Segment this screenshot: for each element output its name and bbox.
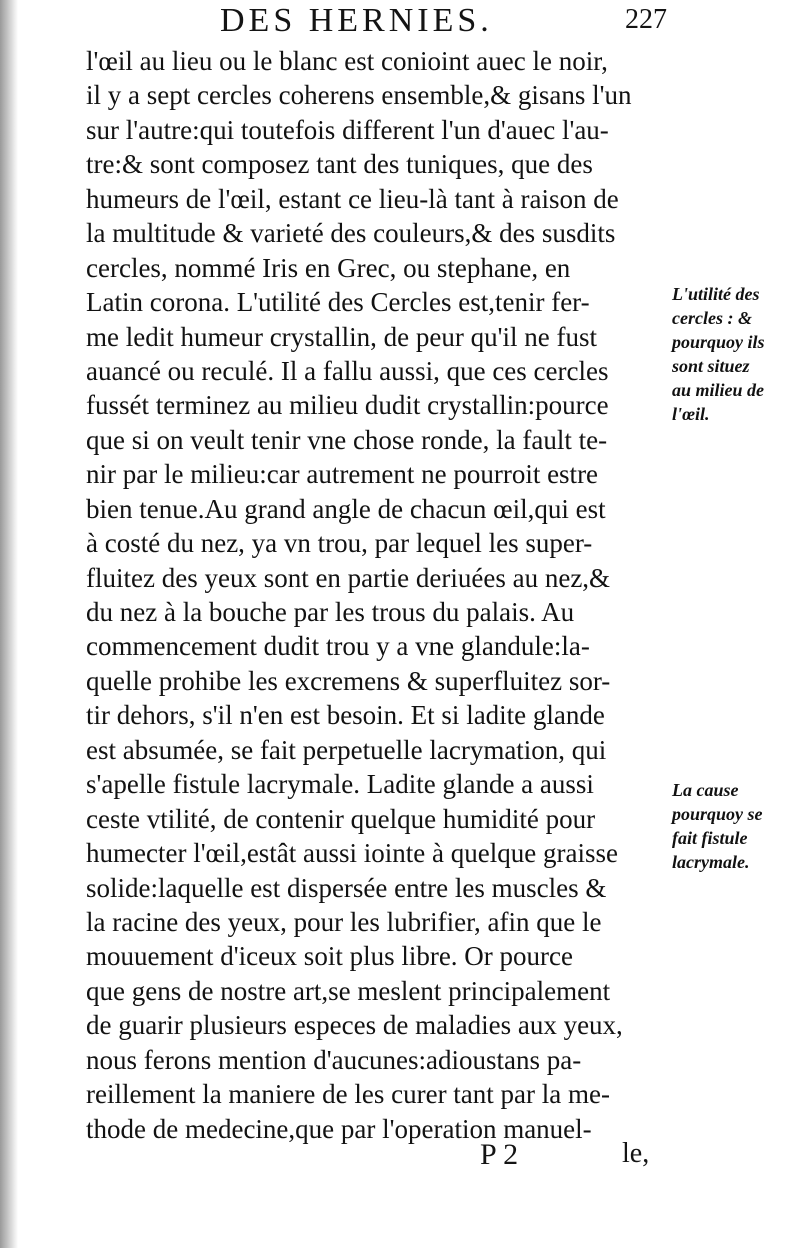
text-line: sur l'autre:qui toutefois different l'un d'auec l'au- <box>86 114 609 145</box>
text-line: est absumée, se fait perpetuelle lacrymation, qui <box>86 734 607 765</box>
margin-note-line: pourquoy se <box>672 804 763 824</box>
text-line: fussét terminez au milieu dudit crystallin:pource <box>86 390 609 421</box>
body-text <box>86 44 676 1146</box>
text-line: nous ferons mention d'aucunes:adioustans pa- <box>86 1044 582 1075</box>
text-line: à costé du nez, ya vn trou, par lequel les super- <box>86 528 593 559</box>
margin-note-line: La cause <box>672 780 739 800</box>
text-line: quelle prohibe les excremens & superfluitez sor- <box>86 665 611 696</box>
page-number: 227 <box>625 4 667 35</box>
text-line: Latin corona. L'utilité des Cercles est,tenir fer- <box>86 287 590 318</box>
text-line: que si on veult tenir vne chose ronde, la fault te- <box>86 424 608 455</box>
margin-note-line: l'œil. <box>672 404 710 424</box>
margin-note-line: fait fistule <box>672 828 748 848</box>
margin-note-line: sont situez <box>672 356 750 376</box>
text-line: auancé ou reculé. Il a fallu aussi, que ces cercles <box>86 355 609 386</box>
text-line: cercles, nommé Iris en Grec, ou stephane, en <box>86 252 571 283</box>
text-line: il y a sept cercles coherens ensemble,& gisans l'un <box>86 80 632 111</box>
text-line: la racine des yeux, pour les lubrifier, afin que le <box>86 906 602 937</box>
text-line: ceste vtilité, de contenir quelque humidité pour <box>86 803 596 834</box>
signature-mark: P 2 <box>480 1138 519 1171</box>
text-line: s'apelle fistule lacrymale. Ladite glande a aussi <box>86 769 594 800</box>
text-line: reillement la maniere de les curer tant par la me- <box>86 1079 610 1110</box>
margin-note-fistule <box>672 778 794 874</box>
page-edge-shadow <box>0 0 18 1248</box>
text-line: humecter l'œil,estât aussi iointe à quelque graisse <box>86 838 618 869</box>
margin-note-line: lacrymale. <box>672 852 750 872</box>
text-line: me ledit humeur crystallin, de peur qu'il ne fust <box>86 321 597 352</box>
margin-note-cercles <box>672 282 794 426</box>
text-line: thode de medecine,que par l'operation manuel- <box>86 1113 592 1144</box>
catchword: le, <box>622 1138 650 1169</box>
text-line: mouuement d'iceux soit plus libre. Or pource <box>86 941 574 972</box>
margin-note-line: au milieu de <box>672 380 765 400</box>
margin-note-line: L'utilité des <box>672 284 760 304</box>
margin-note-line: cercles : & <box>672 308 752 328</box>
text-line: commencement dudit trou y a vne glandule:la- <box>86 631 590 662</box>
running-head: DES HERNIES. <box>220 2 493 39</box>
text-line: la multitude & varieté des couleurs,& des susdits <box>86 218 616 249</box>
text-line: tir dehors, s'il n'en est besoin. Et si ladite glande <box>86 700 605 731</box>
text-line: nir par le milieu:car autrement ne pourroit estre <box>86 459 599 490</box>
text-line: de guarir plusieurs especes de maladies aux yeux, <box>86 1010 623 1041</box>
text-line: bien tenue.Au grand angle de chacun œil,qui est <box>86 493 606 524</box>
margin-note-line: pourquoy ils <box>672 332 765 352</box>
text-line: l'œil au lieu ou le blanc est conioint auec le noir, <box>86 46 608 76</box>
text-line: que gens de nostre art,se meslent principalement <box>86 975 611 1006</box>
text-line: tre:& sont composez tant des tuniques, que des <box>86 149 593 180</box>
text-line: humeurs de l'œil, estant ce lieu-là tant à raison de <box>86 183 619 214</box>
text-line: du nez à la bouche par les trous du palais. Au <box>86 597 575 627</box>
text-line: solide:laquelle est dispersée entre les muscles & <box>86 872 607 903</box>
text-line: fluitez des yeux sont en partie deriuées au nez,& <box>86 562 611 593</box>
